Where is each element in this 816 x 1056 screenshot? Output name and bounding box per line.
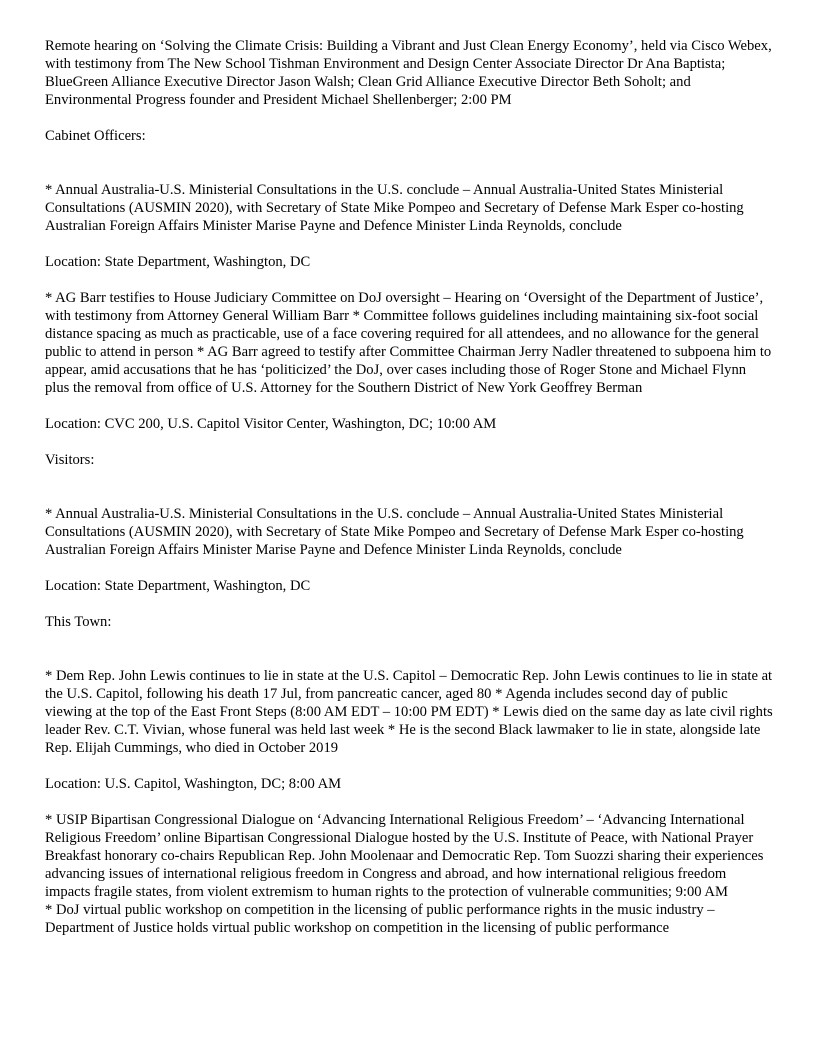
heading-this-town: This Town: [45,614,112,630]
heading-cabinet-officers: Cabinet Officers: [45,128,146,144]
paragraph-ausmin-visitors: * Annual Australia-U.S. Ministerial Consultations in the U.S. conclude – Annual Australia-United States Ministerial Consultations (AUSMIN 2020), with Secretary of State Mike Pompeo and Secretary of Defense Mark Esper co-hosting Australian Foreign Affairs Minister Marise Payne and Defence Minister Linda Reynolds, conclude [45,506,744,558]
location-ausmin-cabinet: Location: State Department, Washington, DC [45,254,311,270]
paragraph-ag-barr: * AG Barr testifies to House Judiciary Committee on DoJ oversight – Hearing on ‘Oversight of the Department of Justice’, with testimony from Attorney General William Barr * Committee follows guidelines including maintaining six-foot social distance spacing as much as practicable, use of a face covering required for all attendees, and no allowance for the general public to attend in person * AG Barr agreed to testify after Committee Chairman Jerry Nadler threatened to subpoena him to appear, amid accusations that he has ‘politicized’ the DoJ, over cases including those of Roger Stone and Michael Flynn plus the removal from office of U.S. Attorney for the Southern District of New York Geoffrey Berman [45,290,772,396]
location-ag-barr: Location: CVC 200, U.S. Capitol Visitor Center, Washington, DC; 10:00 AM [45,416,497,432]
location-john-lewis: Location: U.S. Capitol, Washington, DC; 8:00 AM [45,776,342,792]
location-ausmin-visitors: Location: State Department, Washington, DC [45,578,311,594]
paragraph-john-lewis: * Dem Rep. John Lewis continues to lie in state at the U.S. Capitol – Democratic Rep. John Lewis continues to lie in state at the U.S. Capitol, following his death 17 Jul, from pancreatic cancer, aged 80 * Agenda includes second day of public viewing at the top of the East Front Steps (8:00 AM EDT – 10:00 PM EDT) * Lewis died on the same day as late civil rights leader Rev. C.T. Vivian, whose funeral was held last week * He is the second Black lawmaker to lie in state, alongside late Rep. Elijah Cummings, who died in October 2019 [45,668,773,756]
paragraph-doj-workshop: * DoJ virtual public workshop on competition in the licensing of public performance rights in the music industry – Department of Justice holds virtual public workshop on competition in the licensing of public performance [45,902,715,936]
paragraph-usip: * USIP Bipartisan Congressional Dialogue on ‘Advancing International Religious Freedom’ – ‘Advancing International Religious Freedom’ online Bipartisan Congressional Dialogue hosted by the U.S. Institute of Peace, with National Prayer Breakfast honorary co-chairs Republican Rep. John Moolenaar and Democratic Rep. Tom Suozzi sharing their experiences advancing issues of international religious freedom in Congress and abroad, and how international religious freedom impacts fragile states, from violent extremism to human rights to the protection of vulnerable communities; 9:00 AM [45,812,764,900]
paragraph-remote-hearing: Remote hearing on ‘Solving the Climate Crisis: Building a Vibrant and Just Clean Energy Economy’, held via Cisco Webex, with testimony from The New School Tishman Environment and Design Center Associate Director Dr Ana Baptista; BlueGreen Alliance Executive Director Jason Walsh; Clean Grid Alliance Executive Director Beth Soholt; and Environmental Progress founder and President Michael Shellenberger; 2:00 PM [45,38,772,108]
document-page [45,37,773,937]
heading-visitors: Visitors: [45,452,95,468]
paragraph-ausmin-cabinet: * Annual Australia-U.S. Ministerial Consultations in the U.S. conclude – Annual Australia-United States Ministerial Consultations (AUSMIN 2020), with Secretary of State Mike Pompeo and Secretary of Defense Mark Esper co-hosting Australian Foreign Affairs Minister Marise Payne and Defence Minister Linda Reynolds, conclude [45,182,744,234]
